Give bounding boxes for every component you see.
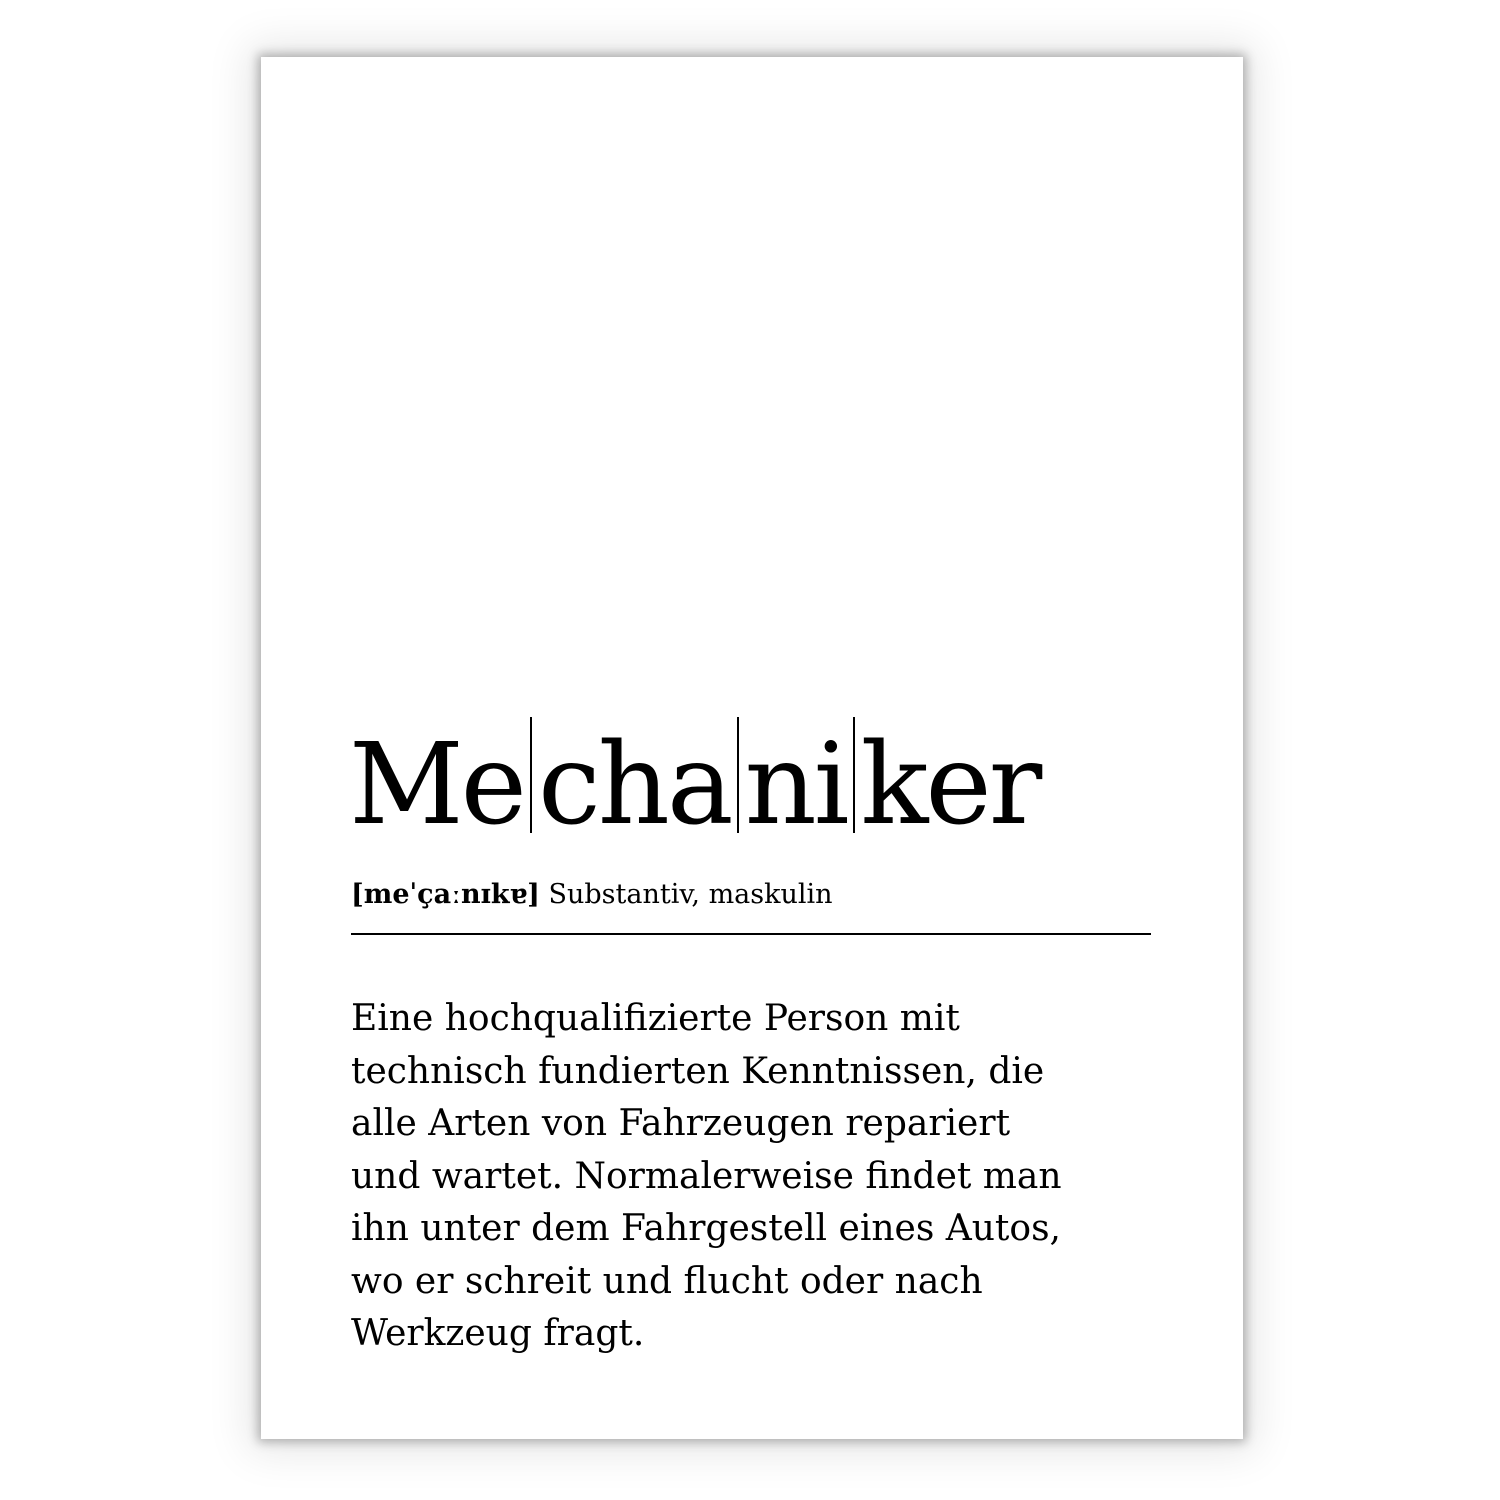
definition-line: wo er schreit und flucht oder nach (351, 1260, 983, 1302)
headword-syllable: Me (349, 720, 524, 850)
definition-line: technisch fundierten Kenntnissen, die (351, 1050, 1045, 1092)
grammar-line (351, 879, 833, 910)
definition-line: Werkzeug fragt. (351, 1313, 645, 1354)
headword-syllable: cha (537, 720, 731, 850)
headword-syllable: ker (860, 720, 1040, 850)
syllable-separator (530, 717, 532, 833)
headword-syllable: ni (744, 720, 847, 850)
syllable-separator (853, 717, 855, 833)
pronunciation: [meˈçaːnɪkɐ] (351, 879, 540, 910)
definition-line: und wartet. Normalerweise findet man (351, 1155, 1062, 1197)
definition-line: alle Arten von Fahrzeugen repariert (351, 1103, 1011, 1144)
divider-rule (351, 933, 1151, 935)
definition-text (351, 993, 1171, 1361)
headword (349, 717, 1040, 850)
syllable-separator (737, 717, 739, 833)
definition-line: Eine hochqualifizierte Person mit (351, 998, 960, 1039)
word-class: Substantiv, maskulin (548, 879, 833, 910)
poster-card (261, 57, 1243, 1439)
definition-line: ihn unter dem Fahrgestell eines Autos, (351, 1208, 1061, 1249)
